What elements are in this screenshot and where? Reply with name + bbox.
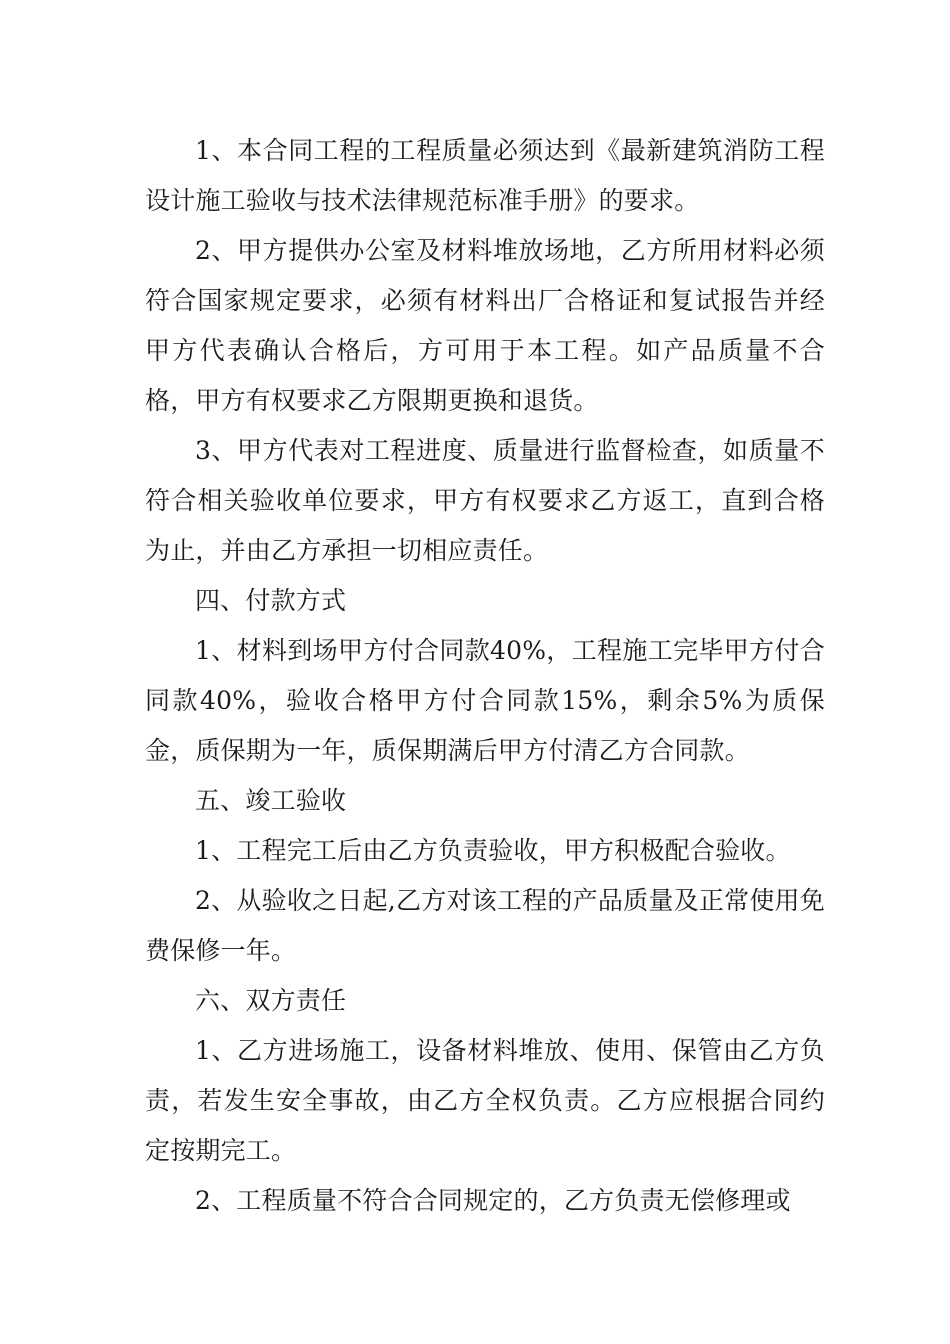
paragraph-materials: 2、甲方提供办公室及材料堆放场地，乙方所用材料必须符合国家规定要求，必须有材料出厂合格证和复试报告并经甲方代表确认合格后，方可用于本工程。如产品质量不合格，甲方有权要求乙方限期更换和退货。 [145, 236, 825, 415]
paragraph-payment-terms: 1、材料到场甲方付合同款40%，工程施工完毕甲方付合同款40%，验收合格甲方付合同款15%，剩余5%为质保金，质保期为一年，质保期满后甲方付清乙方合同款。 [145, 636, 825, 765]
paragraph-quality-standard: 1、本合同工程的工程质量必须达到《最新建筑消防工程设计施工验收与技术法律规范标准手册》的要求。 [145, 136, 825, 215]
document-body [145, 126, 825, 1226]
paragraph-responsibility-2: 2、工程质量不符合合同规定的，乙方负责无偿修理或 [195, 1186, 791, 1215]
section-heading-payment: 四、付款方式 [195, 586, 347, 615]
paragraph-responsibility-1: 1、乙方进场施工，设备材料堆放、使用、保管由乙方负责，若发生安全事故，由乙方全权负责。乙方应根据合同约定按期完工。 [145, 1036, 825, 1165]
section-heading-responsibilities: 六、双方责任 [195, 986, 347, 1015]
paragraph-acceptance-1: 1、工程完工后由乙方负责验收，甲方积极配合验收。 [195, 836, 791, 865]
section-heading-acceptance: 五、竣工验收 [195, 786, 347, 815]
paragraph-acceptance-2: 2、从验收之日起,乙方对该工程的产品质量及正常使用免费保修一年。 [145, 886, 825, 965]
paragraph-supervision: 3、甲方代表对工程进度、质量进行监督检查，如质量不符合相关验收单位要求，甲方有权要求乙方返工，直到合格为止，并由乙方承担一切相应责任。 [145, 436, 825, 565]
